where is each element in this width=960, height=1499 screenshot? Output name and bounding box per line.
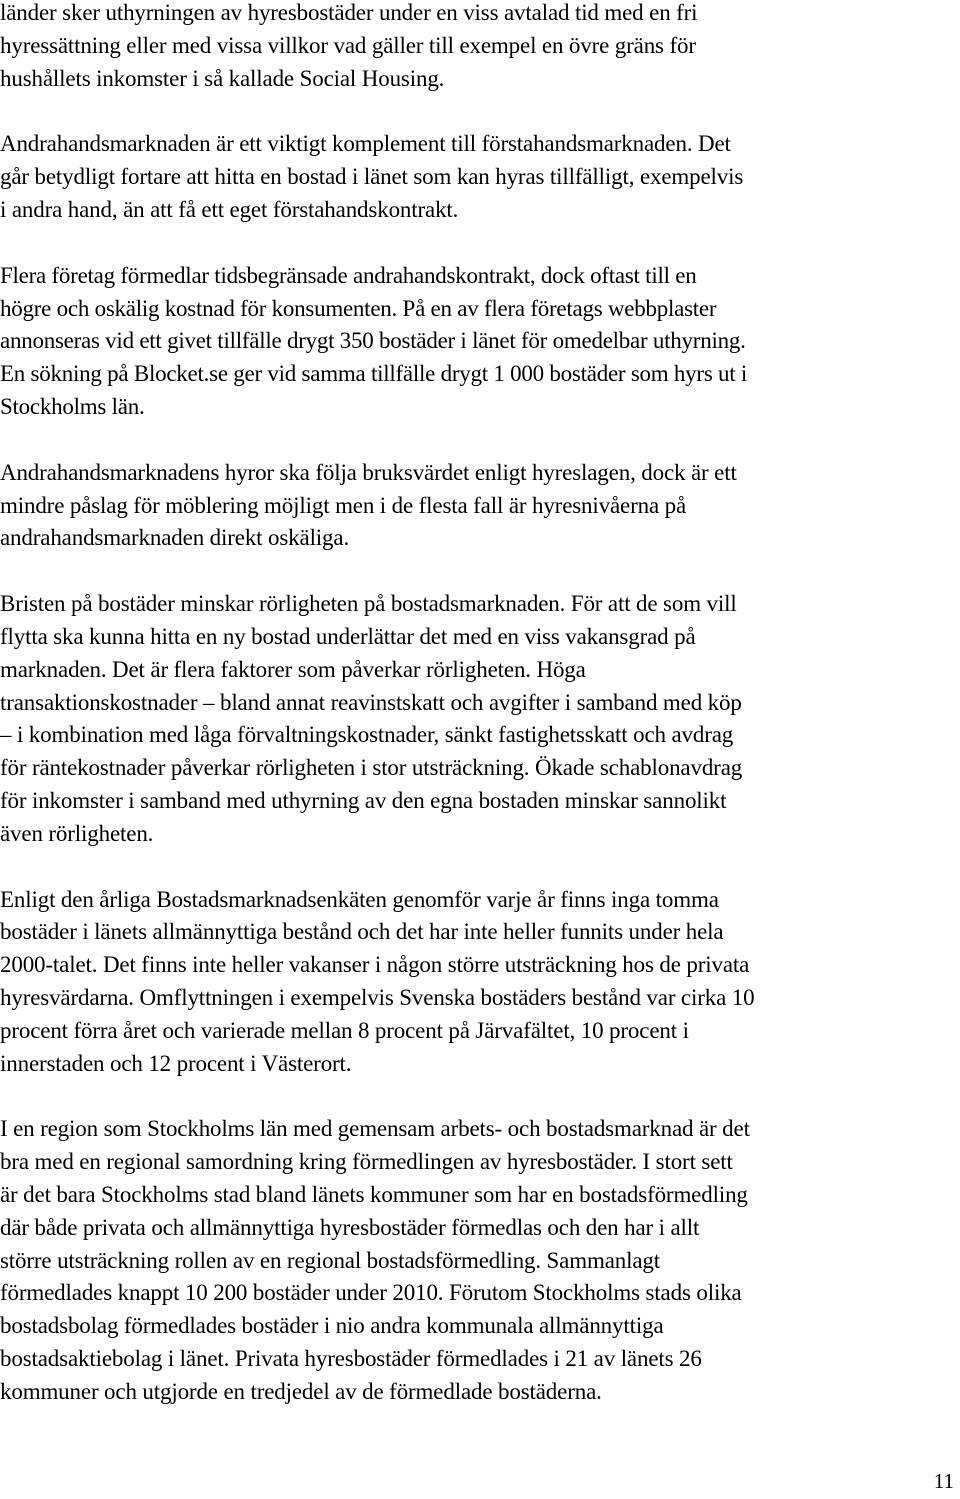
text-line: större utsträckning rollen av en regional bostadsförmedling. Sammanlagt (0, 1247, 661, 1273)
text-line: I en region som Stockholms län med gemensam arbets- och bostadsmarknad är det (0, 1116, 750, 1142)
paragraph-spacer (0, 227, 960, 260)
paragraph-social-housing (0, 0, 960, 95)
paragraph-spacer (0, 555, 960, 588)
text-line: Flera företag förmedlar tidsbegränsade andrahandskontrakt, dock oftast till en (0, 262, 697, 288)
text-line: Stockholms län. (0, 393, 145, 419)
text-line: länder sker uthyrningen av hyresbostäder under en viss avtalad tid med en fri (0, 0, 698, 25)
paragraph-spacer (0, 851, 960, 884)
text-line: En sökning på Blocket.se ger vid samma tillfälle drygt 1 000 bostäder som hyrs ut i (0, 361, 748, 387)
text-line: Andrahandsmarknadens hyror ska följa bruksvärdet enligt hyreslagen, dock är ett (0, 459, 737, 485)
text-line: Bristen på bostäder minskar rörligheten på bostadsmarknaden. För att de som vill (0, 591, 737, 617)
text-line: mindre påslag för möblering möjligt men i de flesta fall är hyresnivåerna på (0, 492, 687, 518)
page-number: 11 (933, 1469, 954, 1493)
text-line: går betydligt fortare att hitta en bostad i länet som kan hyras tillfälligt, exempelvis (0, 164, 744, 190)
text-line: hushållets inkomster i så kallade Social Housing. (0, 65, 445, 91)
text-line: annonseras vid ett givet tillfälle drygt 350 bostäder i länet för omedelbar uthyrning. (0, 328, 746, 354)
paragraph-regional-samordning (0, 1113, 960, 1408)
text-line: bostäder i länets allmännyttiga bestånd och det har inte heller funnits under hela (0, 919, 724, 945)
paragraph-rorlighet (0, 588, 960, 850)
text-line: även rörligheten. (0, 820, 154, 846)
text-line: transaktionskostnader – bland annat reavinstskatt och avgifter i samband med köp (0, 689, 742, 715)
text-line: Enligt den årliga Bostadsmarknadsenkäten genomför varje år finns inga tomma (0, 886, 719, 912)
paragraph-andrahandsmarknaden (0, 128, 960, 226)
text-line: bostadsaktiebolag i länet. Privata hyresbostäder förmedlades i 21 av länets 26 (0, 1345, 702, 1371)
paragraph-spacer (0, 95, 960, 128)
text-line: hyressättning eller med vissa villkor vad gäller till exempel en övre gräns för (0, 32, 696, 58)
text-line: i andra hand, än att få ett eget förstahandskontrakt. (0, 196, 459, 222)
paragraph-bostadsmarknadsenkaten (0, 884, 960, 1081)
text-line: kommuner och utgjorde en tredjedel av de förmedlade bostäderna. (0, 1378, 602, 1404)
text-line: högre och oskälig kostnad för konsumenten. På en av flera företags webbplaster (0, 295, 717, 321)
paragraph-hyror (0, 457, 960, 555)
text-line: andrahandsmarknaden direkt oskäliga. (0, 525, 350, 551)
text-line: för inkomster i samband med uthyrning av den egna bostaden minskar sannolikt (0, 787, 727, 813)
text-line: är det bara Stockholms stad bland länets kommuner som har en bostadsförmedling (0, 1181, 748, 1207)
text-line: flytta ska kunna hitta en ny bostad underlättar det med en viss vakansgrad på (0, 623, 696, 649)
text-line: innerstaden och 12 procent i Västerort. (0, 1050, 352, 1076)
text-line: för räntekostnader påverkar rörligheten i stor utsträckning. Ökade schablonavdrag (0, 755, 743, 781)
text-line: bostadsbolag förmedlades bostäder i nio andra kommunala allmännyttiga (0, 1313, 664, 1339)
text-line: Andrahandsmarknaden är ett viktigt komplement till förstahandsmarknaden. Det (0, 131, 731, 157)
text-line: marknaden. Det är flera faktorer som påverkar rörligheten. Höga (0, 656, 586, 682)
paragraph-foretag-formedlar (0, 260, 960, 424)
text-line: procent förra året och varierade mellan 8 procent på Järvafältet, 10 procent i (0, 1017, 689, 1043)
text-line: bra med en regional samordning kring förmedlingen av hyresbostäder. I stort sett (0, 1149, 733, 1175)
text-line: förmedlades knappt 10 200 bostäder under 2010. Förutom Stockholms stads olika (0, 1280, 742, 1306)
paragraph-spacer (0, 1080, 960, 1113)
paragraph-spacer (0, 424, 960, 457)
text-line: där både privata och allmännyttiga hyresbostäder förmedlas och den har i allt (0, 1214, 700, 1240)
text-line: hyresvärdarna. Omflyttningen i exempelvis Svenska bostäders bestånd var cirka 10 (0, 984, 755, 1010)
text-line: – i kombination med låga förvaltningskostnader, sänkt fastighetsskatt och avdrag (0, 722, 734, 748)
text-line: 2000-talet. Det finns inte heller vakanser i någon större utsträckning hos de privata (0, 952, 750, 978)
